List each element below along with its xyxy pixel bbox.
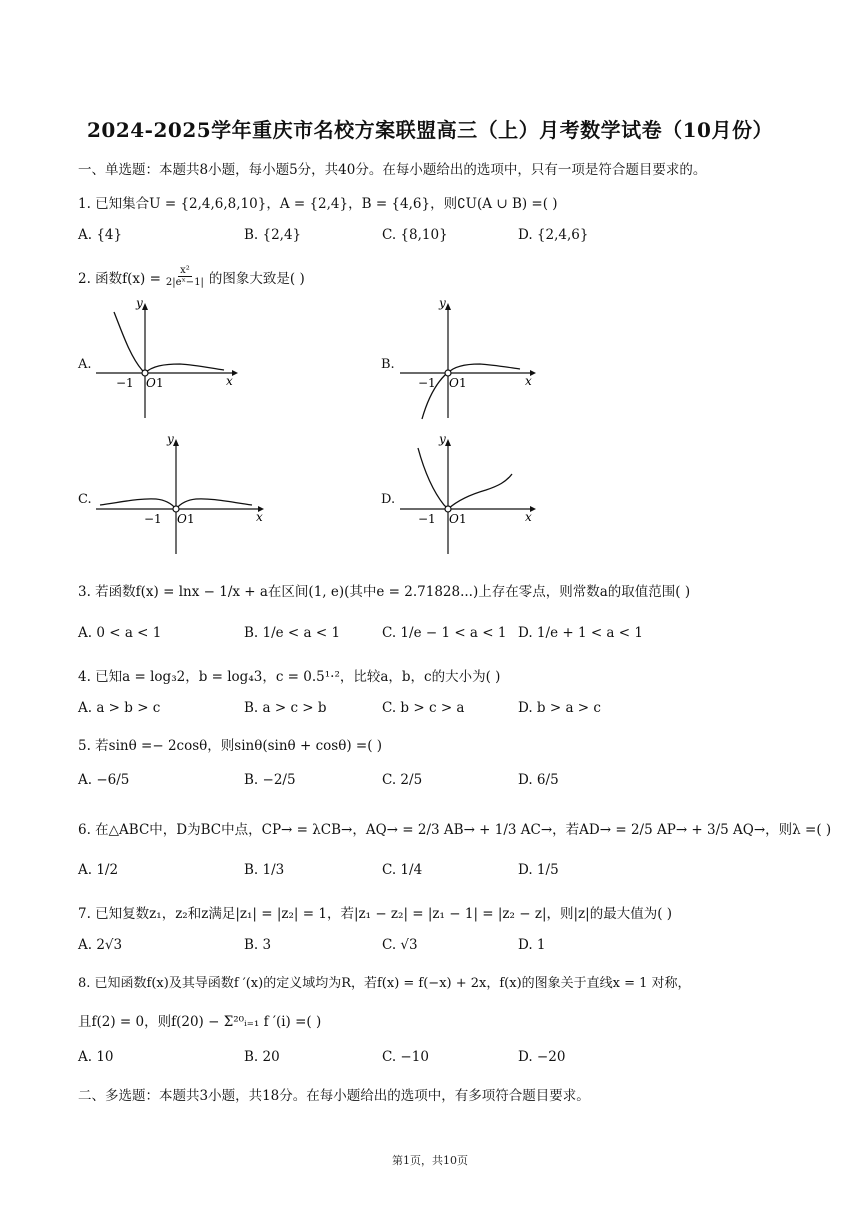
- q2-stem-suffix: 的图象大致是( ): [208, 270, 305, 287]
- x-axis-label: x: [256, 510, 263, 524]
- y-axis-label: y: [439, 298, 446, 310]
- tick-label-neg1: −1: [418, 376, 436, 390]
- q6-option-d: D. 1/5: [518, 862, 559, 878]
- function-curve: [422, 364, 520, 419]
- q3-option-b: B. 1/e < a < 1: [244, 625, 341, 641]
- q2-fraction-denominator: 2|eˣ−1|: [165, 277, 204, 288]
- question-6-stem: 6. 在△ABC中，D为BC中点，CP→ = λCB→，AQ→ = 2/3 AB→ + 1/3 AC→，若AD→ = 2/5 AP→ + 3/5 AQ→，则λ =( ): [78, 822, 832, 838]
- paper-title: 2024-2025学年重庆市名校方案联盟高三（上）月考数学试卷（10月份）: [87, 118, 773, 142]
- q1-option-d: D. {2,4,6}: [518, 227, 589, 243]
- q8-option-d: D. −20: [518, 1049, 566, 1065]
- function-curve: [418, 448, 512, 509]
- q4-option-b: B. a > c > b: [244, 700, 327, 716]
- q7-option-a: A. 2√3: [78, 937, 123, 953]
- question-8-stem-line-1: 8. 已知函数f(x)及其导函数f ′(x)的定义域均为R，若f(x) = f(−x) + 2x，f(x)的图象关于直线x = 1 对称，: [78, 976, 691, 991]
- y-axis-label: y: [167, 434, 174, 446]
- q2-label-c: C.: [78, 492, 92, 507]
- q1-option-c: C. {8,10}: [382, 227, 448, 243]
- origin-label: O: [177, 512, 187, 526]
- q5-option-b: B. −2/5: [244, 772, 296, 788]
- q2-graph-a: [92, 298, 242, 422]
- tick-label-1: 1: [187, 512, 195, 526]
- q8-option-c: C. −10: [382, 1049, 429, 1065]
- q4-option-a: A. a > b > c: [78, 700, 161, 716]
- x-axis-arrow-icon: [232, 370, 238, 376]
- q6-option-b: B. 1/3: [244, 862, 285, 878]
- tick-label-1: 1: [459, 512, 467, 526]
- question-4-stem: 4. 已知a = log₃2，b = log₄3，c = 0.5¹·²，比较a，b，c的大小为( ): [78, 669, 501, 685]
- x-axis-label: x: [226, 374, 233, 388]
- y-axis-label: y: [439, 434, 446, 446]
- q4-option-d: D. b > a > c: [518, 700, 601, 716]
- q2-graph-b: [396, 298, 546, 422]
- y-axis-arrow-icon: [142, 303, 148, 310]
- tick-label-neg1: −1: [116, 376, 134, 390]
- q6-option-c: C. 1/4: [382, 862, 423, 878]
- question-2-stem: [78, 265, 305, 288]
- q3-option-d: D. 1/e + 1 < a < 1: [518, 625, 643, 641]
- q1-option-b: B. {2,4}: [244, 227, 302, 243]
- x-axis-label: x: [525, 510, 532, 524]
- q8-option-b: B. 20: [244, 1049, 280, 1065]
- section-1-heading: 一、单选题：本题共8小题，每小题5分，共40分。在每小题给出的选项中，只有一项是符合题目要求的。: [78, 162, 707, 178]
- y-axis-label: y: [136, 298, 143, 310]
- q6-option-a: A. 1/2: [78, 862, 119, 878]
- question-3-stem: 3. 若函数f(x) = lnx − 1/x + a在区间(1, e)(其中e = 2.71828...)上存在零点，则常数a的取值范围( ): [78, 584, 691, 600]
- q5-option-c: C. 2/5: [382, 772, 423, 788]
- q3-option-c: C. 1/e − 1 < a < 1: [382, 625, 507, 641]
- section-2-heading: 二、多选题：本题共3小题，共18分。在每小题给出的选项中，有多项符合题目要求。: [78, 1088, 590, 1104]
- q7-option-c: C. √3: [382, 937, 418, 953]
- q2-fraction-numerator: x²: [180, 265, 190, 276]
- question-8-stem-line-2: 且f(2) = 0，则f(20) − Σ²⁰ᵢ₌₁ f ′(i) =( ): [78, 1014, 322, 1030]
- tick-label-1: 1: [156, 376, 164, 390]
- question-1-stem: 1. 已知集合U = {2,4,6,8,10}，A = {2,4}，B = {4,6}，则∁U(A ∪ B) =( ): [78, 196, 558, 212]
- tick-label-neg1: −1: [144, 512, 162, 526]
- q7-option-b: B. 3: [244, 937, 272, 953]
- page-footer: 第1页，共10页: [392, 1154, 468, 1167]
- tick-label-neg1: −1: [418, 512, 436, 526]
- q7-option-d: D. 1: [518, 937, 546, 953]
- x-axis-label: x: [525, 374, 532, 388]
- q2-fraction: [164, 265, 206, 288]
- question-7-stem: 7. 已知复数z₁，z₂和z满足|z₁| = |z₂| = 1，若|z₁ − z₂| = |z₁ − 1| = |z₂ − z|，则|z|的最大值为( ): [78, 906, 673, 922]
- q1-option-a: A. {4}: [78, 227, 123, 243]
- q2-label-a: A.: [78, 357, 92, 372]
- q2-stem-prefix: 2. 函数f(x) =: [78, 270, 161, 287]
- tick-label-1: 1: [459, 376, 467, 390]
- y-axis-arrow-icon: [173, 439, 179, 446]
- q2-graph-d: [396, 434, 546, 558]
- y-axis-arrow-icon: [445, 303, 451, 310]
- q4-option-c: C. b > c > a: [382, 700, 465, 716]
- q3-option-a: A. 0 < a < 1: [78, 625, 162, 641]
- q8-option-a: A. 10: [78, 1049, 114, 1065]
- origin-label: O: [449, 376, 459, 390]
- q5-option-a: A. −6/5: [78, 772, 130, 788]
- y-axis-arrow-icon: [445, 439, 451, 446]
- q2-label-d: D.: [381, 492, 396, 507]
- q5-option-d: D. 6/5: [518, 772, 559, 788]
- question-5-stem: 5. 若sinθ =− 2cosθ，则sinθ(sinθ + cosθ) =( ): [78, 738, 383, 754]
- origin-label: O: [449, 512, 459, 526]
- q2-graph-c: [92, 434, 272, 558]
- q2-label-b: B.: [381, 357, 395, 372]
- origin-label: O: [146, 376, 156, 390]
- function-curve: [114, 312, 224, 373]
